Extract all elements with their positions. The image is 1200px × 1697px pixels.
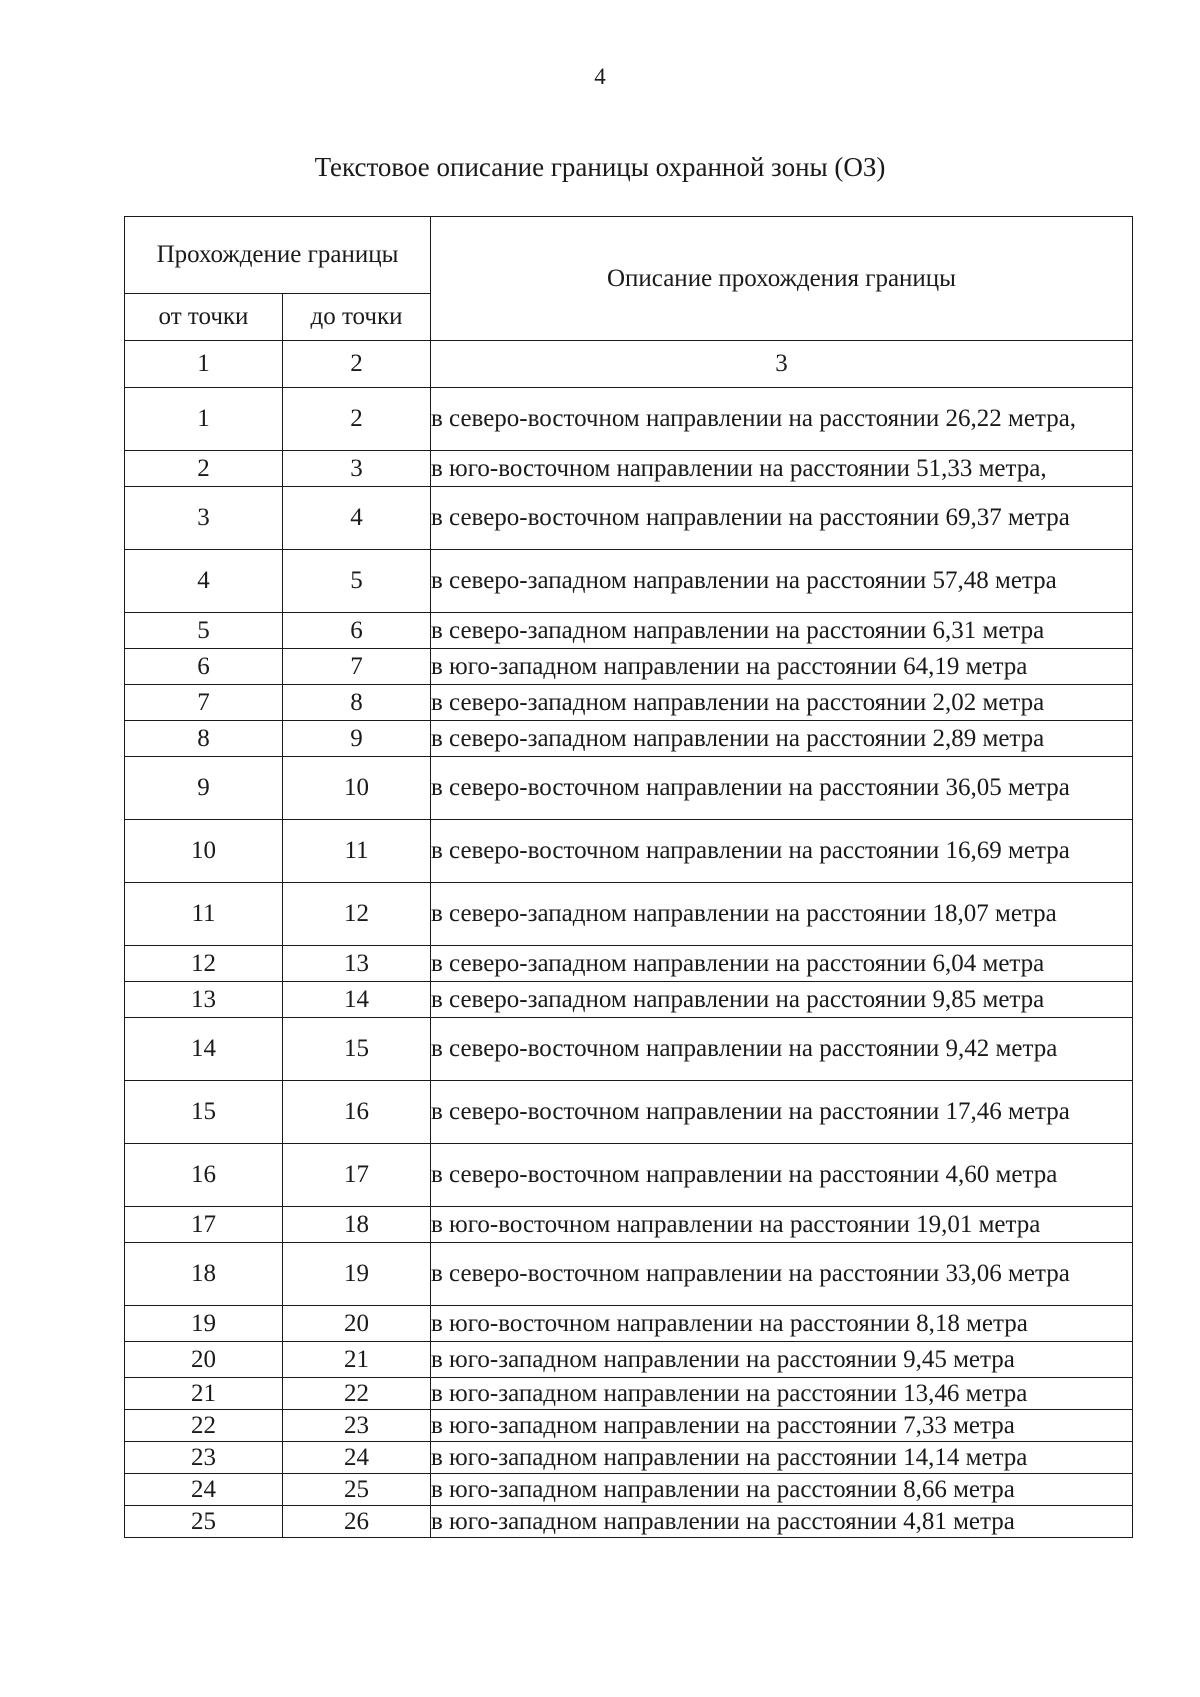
table-row	[125, 1306, 1133, 1342]
from-point-cell: 21	[125, 1378, 283, 1410]
from-point-cell: 8	[125, 721, 283, 757]
to-point-cell: 14	[283, 982, 431, 1018]
description-cell: в северо-восточном направлении на расстоянии 9,42 метра	[431, 1018, 1133, 1081]
table-row	[125, 1342, 1133, 1378]
table-body	[125, 217, 1133, 1538]
from-point-cell: 18	[125, 1243, 283, 1306]
description-cell: в юго-восточном направлении на расстоянии 19,01 метра	[431, 1207, 1133, 1243]
table-row	[125, 721, 1133, 757]
to-point-cell: 25	[283, 1474, 431, 1506]
table-row	[125, 1207, 1133, 1243]
table-row	[125, 1243, 1133, 1306]
to-point-cell: 21	[283, 1342, 431, 1378]
column-index-3: 3	[431, 341, 1133, 388]
description-cell: в северо-восточном направлении на расстоянии 69,37 метра	[431, 487, 1133, 550]
to-point-cell: 22	[283, 1378, 431, 1410]
description-cell: в юго-западном направлении на расстоянии 4,81 метра	[431, 1506, 1133, 1538]
table-row	[125, 685, 1133, 721]
table-row	[125, 550, 1133, 613]
from-point-cell: 25	[125, 1506, 283, 1538]
from-point-cell: 24	[125, 1474, 283, 1506]
description-cell: в юго-западном направлении на расстоянии 9,45 метра	[431, 1342, 1133, 1378]
description-cell: в северо-восточном направлении на расстоянии 33,06 метра	[431, 1243, 1133, 1306]
document-title: Текстовое описание границы охранной зоны (ОЗ)	[314, 152, 886, 182]
header-from-point: от точки	[125, 294, 283, 341]
description-cell: в юго-западном направлении на расстоянии 14,14 метра	[431, 1442, 1133, 1474]
from-point-cell: 23	[125, 1442, 283, 1474]
to-point-cell: 26	[283, 1506, 431, 1538]
to-point-cell: 13	[283, 946, 431, 982]
table-row	[125, 1144, 1133, 1207]
to-point-cell: 15	[283, 1018, 431, 1081]
to-point-cell: 20	[283, 1306, 431, 1342]
from-point-cell: 22	[125, 1410, 283, 1442]
from-point-cell: 16	[125, 1144, 283, 1207]
table-row	[125, 982, 1133, 1018]
table-row	[125, 757, 1133, 820]
table-row	[125, 613, 1133, 649]
from-point-cell: 5	[125, 613, 283, 649]
table-row	[125, 487, 1133, 550]
description-cell: в северо-западном направлении на расстоянии 2,89 метра	[431, 721, 1133, 757]
header-boundary-passage: Прохождение границы	[125, 217, 431, 294]
description-cell: в северо-западном направлении на расстоянии 6,04 метра	[431, 946, 1133, 982]
to-point-cell: 16	[283, 1081, 431, 1144]
from-point-cell: 12	[125, 946, 283, 982]
description-cell: в юго-восточном направлении на расстоянии 8,18 метра	[431, 1306, 1133, 1342]
column-index-1: 1	[125, 341, 283, 388]
page-number: 4	[594, 64, 606, 89]
from-point-cell: 17	[125, 1207, 283, 1243]
to-point-cell: 18	[283, 1207, 431, 1243]
description-cell: в юго-западном направлении на расстоянии 64,19 метра	[431, 649, 1133, 685]
to-point-cell: 23	[283, 1410, 431, 1442]
table-row	[125, 820, 1133, 883]
from-point-cell: 14	[125, 1018, 283, 1081]
from-point-cell: 13	[125, 982, 283, 1018]
table-row	[125, 649, 1133, 685]
description-cell: в юго-западном направлении на расстоянии 8,66 метра	[431, 1474, 1133, 1506]
description-cell: в юго-западном направлении на расстоянии 13,46 метра	[431, 1378, 1133, 1410]
table-row	[125, 1378, 1133, 1410]
description-cell: в северо-восточном направлении на расстоянии 16,69 метра	[431, 820, 1133, 883]
to-point-cell: 24	[283, 1442, 431, 1474]
description-cell: в северо-западном направлении на расстоянии 18,07 метра	[431, 883, 1133, 946]
table-row	[125, 946, 1133, 982]
to-point-cell: 6	[283, 613, 431, 649]
boundary-table	[124, 216, 1133, 1538]
description-cell: в юго-восточном направлении на расстоянии 51,33 метра,	[431, 451, 1133, 487]
column-index-2: 2	[283, 341, 431, 388]
from-point-cell: 7	[125, 685, 283, 721]
header-description: Описание прохождения границы	[431, 217, 1133, 341]
description-cell: в северо-восточном направлении на расстоянии 4,60 метра	[431, 1144, 1133, 1207]
to-point-cell: 2	[283, 388, 431, 451]
header-to-point: до точки	[283, 294, 431, 341]
table-row	[125, 1081, 1133, 1144]
from-point-cell: 20	[125, 1342, 283, 1378]
to-point-cell: 19	[283, 1243, 431, 1306]
to-point-cell: 4	[283, 487, 431, 550]
description-cell: в северо-восточном направлении на расстоянии 26,22 метра,	[431, 388, 1133, 451]
table-row	[125, 1410, 1133, 1442]
from-point-cell: 15	[125, 1081, 283, 1144]
to-point-cell: 17	[283, 1144, 431, 1207]
table-row	[125, 1506, 1133, 1538]
from-point-cell: 11	[125, 883, 283, 946]
to-point-cell: 10	[283, 757, 431, 820]
to-point-cell: 3	[283, 451, 431, 487]
table-row	[125, 388, 1133, 451]
description-cell: в северо-западном направлении на расстоянии 57,48 метра	[431, 550, 1133, 613]
description-cell: в северо-западном направлении на расстоянии 9,85 метра	[431, 982, 1133, 1018]
from-point-cell: 6	[125, 649, 283, 685]
header-row	[125, 217, 1133, 294]
to-point-cell: 11	[283, 820, 431, 883]
table-row	[125, 1018, 1133, 1081]
column-index-row	[125, 341, 1133, 388]
description-cell: в северо-западном направлении на расстоянии 2,02 метра	[431, 685, 1133, 721]
to-point-cell: 9	[283, 721, 431, 757]
description-cell: в северо-восточном направлении на расстоянии 36,05 метра	[431, 757, 1133, 820]
to-point-cell: 7	[283, 649, 431, 685]
from-point-cell: 1	[125, 388, 283, 451]
to-point-cell: 5	[283, 550, 431, 613]
from-point-cell: 9	[125, 757, 283, 820]
from-point-cell: 3	[125, 487, 283, 550]
table-row	[125, 1474, 1133, 1506]
table-row	[125, 451, 1133, 487]
to-point-cell: 12	[283, 883, 431, 946]
table-row	[125, 883, 1133, 946]
description-cell: в северо-восточном направлении на расстоянии 17,46 метра	[431, 1081, 1133, 1144]
description-cell: в северо-западном направлении на расстоянии 6,31 метра	[431, 613, 1133, 649]
from-point-cell: 2	[125, 451, 283, 487]
from-point-cell: 10	[125, 820, 283, 883]
from-point-cell: 19	[125, 1306, 283, 1342]
description-cell: в юго-западном направлении на расстоянии 7,33 метра	[431, 1410, 1133, 1442]
to-point-cell: 8	[283, 685, 431, 721]
from-point-cell: 4	[125, 550, 283, 613]
table-row	[125, 1442, 1133, 1474]
